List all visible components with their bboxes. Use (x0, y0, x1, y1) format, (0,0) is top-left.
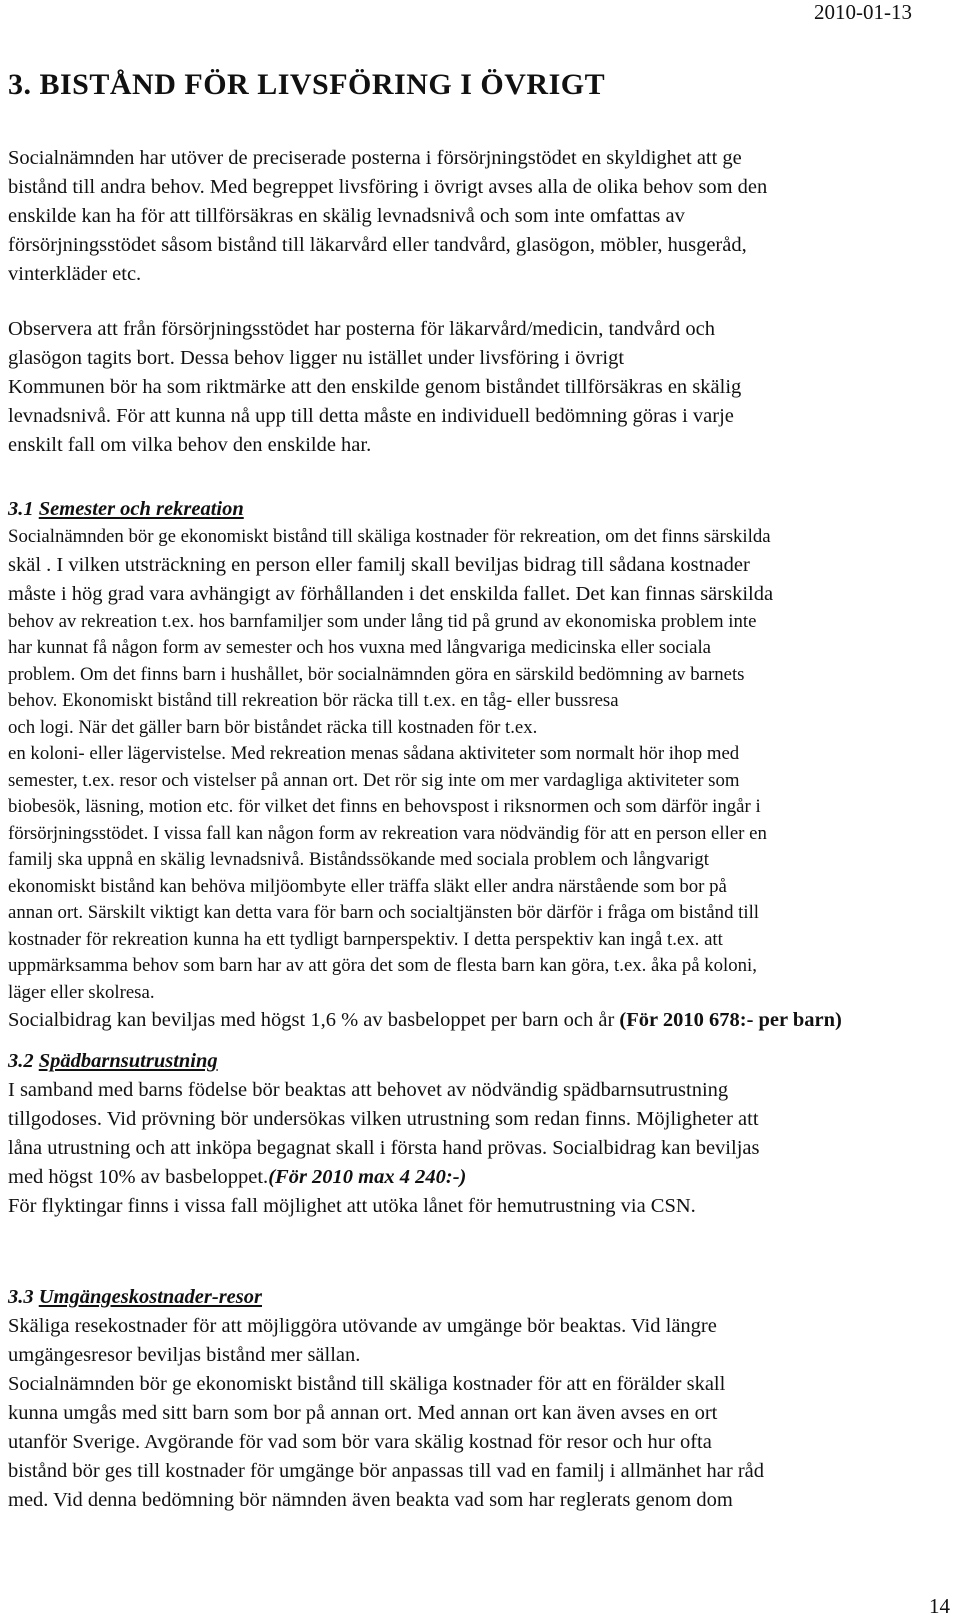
text-line: Socialnämnden bör ge ekonomiskt bistånd till skäliga kostnader för att en förälder skall (8, 1373, 726, 1395)
text-line: Kommunen bör ha som riktmärke att den enskilde genom biståndet tillförsäkras en skälig (8, 376, 742, 398)
text-line: levnadsnivå. För att kunna nå upp till detta måste en individuell bedömning göras i varje (8, 405, 734, 427)
section-3-1 (8, 495, 958, 1035)
text-line: uppmärksamma behov som barn har av att göra det som de flesta barn kan göra, t.ex. åka på koloni, (8, 955, 757, 976)
text-line: måste i hög grad vara avhängigt av förhållanden i det enskilda fallet. Det kan finnas särskilda (8, 582, 774, 605)
section-3-1-heading (8, 495, 958, 524)
text-line: glasögon tagits bort. Dessa behov ligger nu istället under livsföring i övrigt (8, 347, 625, 369)
limit-line (8, 1163, 958, 1192)
intro-paragraph (8, 144, 958, 289)
page-number: 14 (929, 1594, 950, 1618)
section-title: 3. BISTÅND FÖR LIVSFÖRING I ÖVRIGT (8, 68, 606, 101)
text-line: utanför Sverige. Avgörande för vad som bör vara skälig kostnad för resor och hur ofta (8, 1431, 712, 1453)
section-heading-text: Semester och rekreation (38, 498, 244, 520)
observe-paragraph (8, 315, 958, 460)
limit-line (8, 1006, 958, 1035)
text-line: enskilt fall om vilka behov den enskilde har. (8, 434, 372, 456)
refugee-note: För flyktingar finns i vissa fall möjlighet att utöka lånet för hemutrustning via CSN. (8, 1195, 696, 1217)
text-line: försörjningsstödet. I vissa fall kan någon form av rekreation vara nödvändig för att en person eller en (8, 822, 767, 844)
document-date: 2010-01-13 (814, 0, 912, 24)
text-line: behov. Ekonomiskt bistånd till rekreation bör räcka till t.ex. en tåg- eller bussresa (8, 690, 619, 711)
text-line: med. Vid denna bedömning bör nämnden även beakta vad som har reglerats genom dom (8, 1489, 733, 1511)
text-line: annan ort. Särskilt viktigt kan detta vara för barn och socialtjänsten bör därför i fråga om bistånd till (8, 902, 760, 923)
text-line: umgängesresor beviljas bistånd mer sällan. (8, 1344, 361, 1366)
text-line: enskilde kan ha för att tillförsäkras en skälig levnadsnivå och som inte omfattas av (8, 205, 685, 227)
text-line: behov av rekreation t.ex. hos barnfamiljer som under lång tid på grund av ekonomiska problem inte (8, 610, 757, 632)
text-line: och logi. När det gäller barn bör biståndet räcka till kostnaden för t.ex. (8, 716, 538, 738)
text-line: familj ska uppnå en skälig levnadsnivå. Biståndssökande med sociala problem och långvarigt (8, 849, 709, 870)
section-number: 3.3 (8, 1286, 34, 1308)
text-line: en koloni- eller lägervistelse. Med rekreation menas sådana aktiviteter som normalt hör ihop med (8, 743, 740, 764)
text-line: Socialnämnden har utöver de preciserade posterna i försörjningstödet en skyldighet att ge (8, 147, 742, 169)
text-line: semester, t.ex. resor och vistelser på annan ort. Det rör sig inte om mer vardagliga aktiviteter som (8, 769, 740, 791)
text-line: tillgodoses. Vid prövning bör undersökas vilken utrustning som redan finns. Möjligheter att (8, 1108, 759, 1130)
section-number: 3.2 (8, 1050, 34, 1072)
section-heading-text: Spädbarnsutrustning (38, 1050, 218, 1072)
text-line: Observera att från försörjningsstödet har posterna för läkarvård/medicin, tandvård och (8, 318, 715, 340)
limit-amount: (För 2010 678:- per barn) (619, 1009, 842, 1031)
text-line: bistånd till andra behov. Med begreppet livsföring i övrigt avses alla de olika behov som den (8, 176, 768, 198)
text-line: låna utrustning och att inköpa begagnat skall i första hand prövas. Socialbidrag kan beviljas (8, 1137, 760, 1159)
text-line: Socialnämnden bör ge ekonomiskt bistånd till skäliga kostnader för rekreation, om det finns särskilda (8, 526, 771, 547)
section-3-3 (8, 1283, 958, 1515)
text-line: kostnader för rekreation kunna ha ett tydligt barnperspektiv. I detta perspektiv kan ingå t.ex. att (8, 928, 723, 950)
section-3-3-heading (8, 1283, 958, 1312)
text-line: problem. Om det finns barn i hushållet, bör socialnämnden göra en särskild bedömning av barnets (8, 663, 745, 685)
text-line: skäl . I vilken utsträckning en person eller familj skall beviljas bidrag till sådana kostnader (8, 553, 750, 576)
section-3-2-heading (8, 1047, 958, 1076)
text-line: har kunnat få någon form av semester och hos vuxna med långvariga medicinska eller sociala (8, 637, 712, 658)
text-line: läger eller skolresa. (8, 981, 155, 1003)
text-line: bistånd bör ges till kostnader för umgänge bör anpassas till vad en familj i allmänhet har råd (8, 1460, 765, 1482)
text-line: vinterkläder etc. (8, 263, 142, 285)
text-line: kunna umgås med sitt barn som bor på annan ort. Med annan ort kan även avses en ort (8, 1402, 718, 1424)
text-line: försörjningsstödet såsom bistånd till läkarvård eller tandvård, glasögon, möbler, husgeråd, (8, 234, 747, 256)
section-3-2 (8, 1047, 958, 1221)
text-line: I samband med barns födelse bör beaktas att behovet av nödvändig spädbarnsutrustning (8, 1079, 729, 1101)
text-line: ekonomiskt bistånd kan behöva miljöombyte eller träffa släkt eller andra närstående som bor på (8, 875, 727, 897)
section-heading-text: Umgängeskostnader-resor (38, 1286, 262, 1308)
limit-text: Socialbidrag kan beviljas med högst 1,6 % av basbeloppet per barn och år (8, 1009, 620, 1031)
limit-amount: (För 2010 max 4 240:-) (268, 1166, 467, 1188)
limit-text: med högst 10% av basbeloppet. (8, 1166, 269, 1188)
text-line: biobesök, läsning, motion etc. för vilket det finns en behovspost i riksnormen och som därför ingår i (8, 796, 761, 817)
text-line: Skäliga resekostnader för att möjliggöra utövande av umgänge bör beaktas. Vid längre (8, 1315, 717, 1337)
section-number: 3.1 (8, 498, 34, 520)
